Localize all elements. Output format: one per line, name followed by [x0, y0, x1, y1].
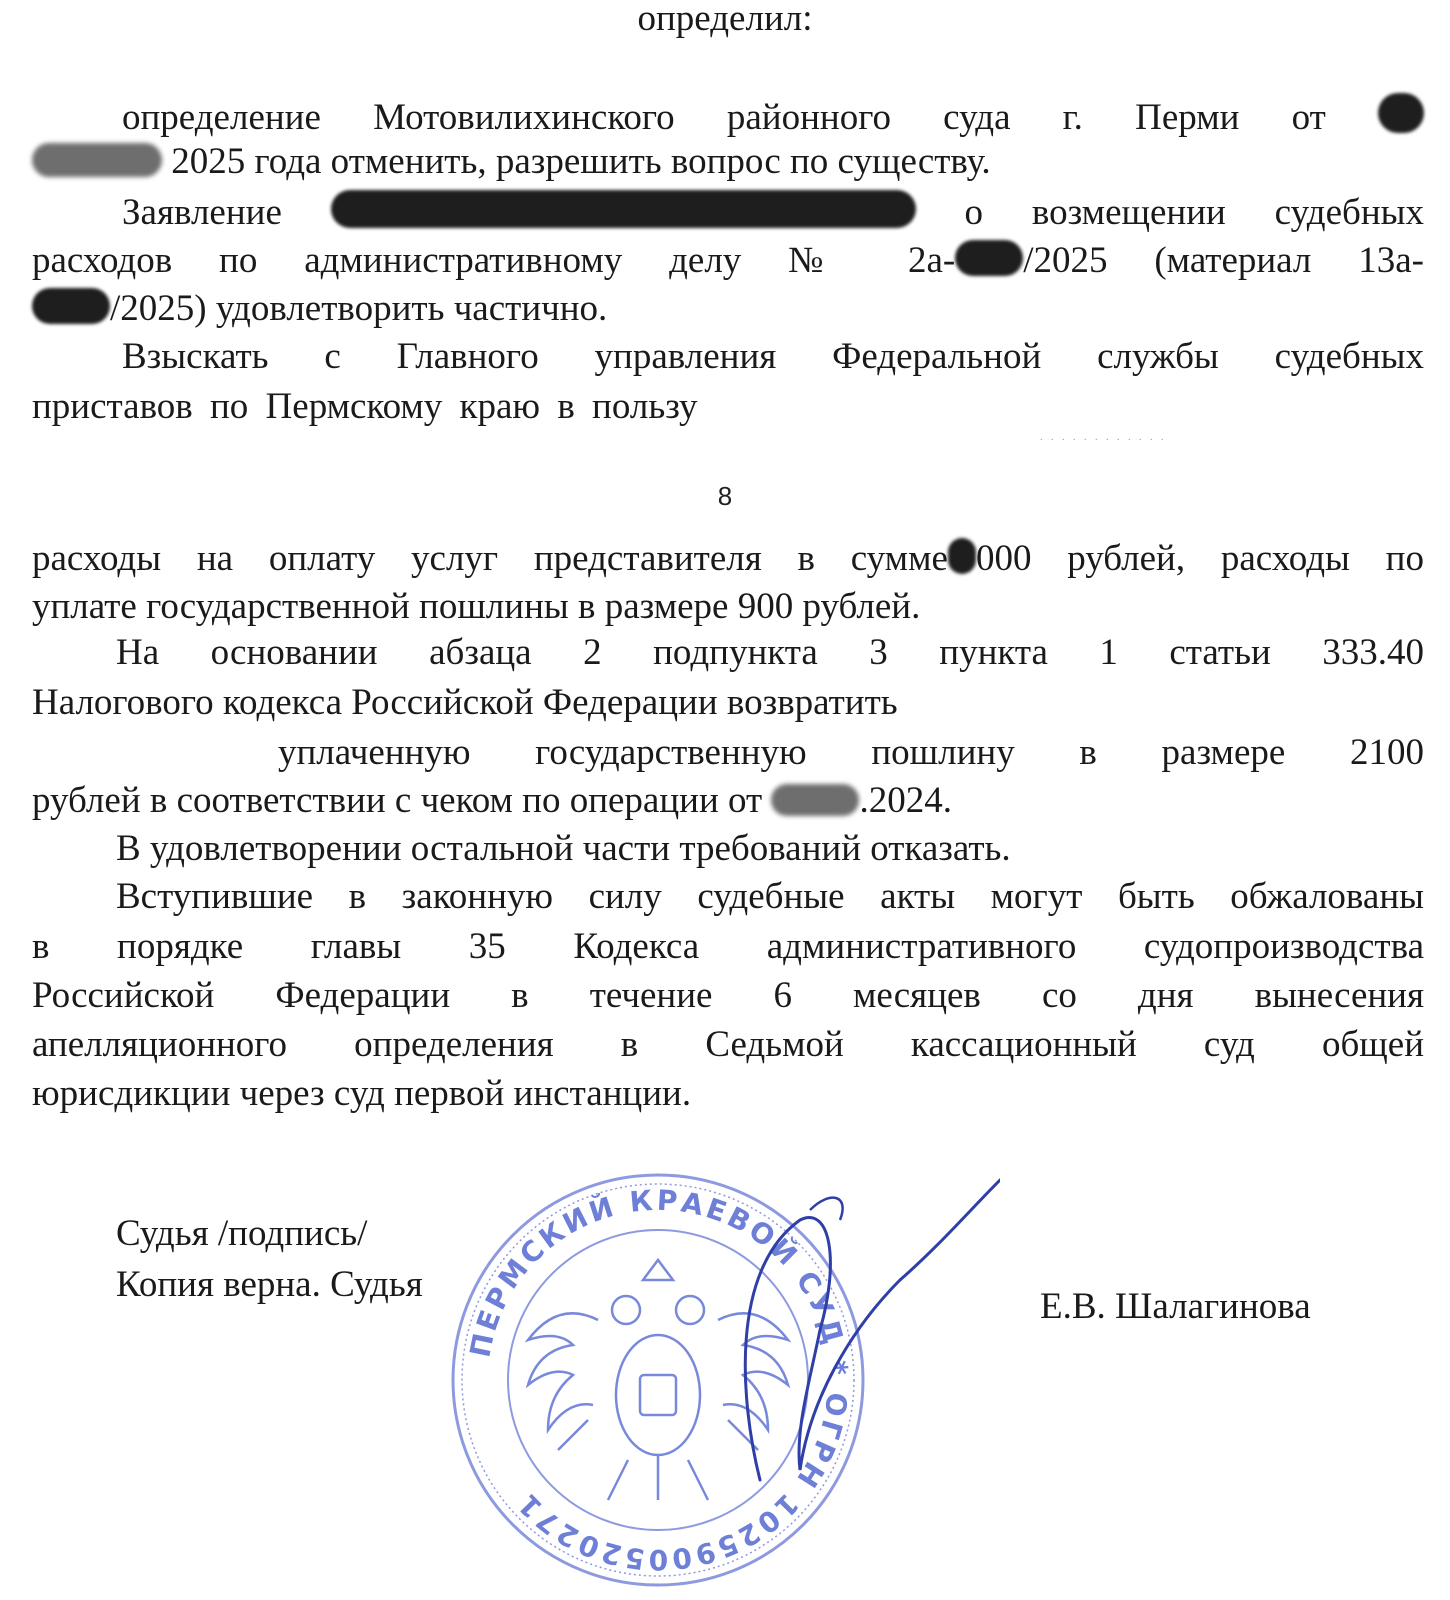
p3-line2 [32, 388, 1424, 425]
p3-line1-text: Взыскать с Главного управления Федеральной службы судебных [122, 336, 1424, 377]
redaction-mark [771, 784, 859, 816]
handwritten-signature [700, 1150, 1000, 1540]
page-number: 8 [717, 481, 733, 511]
p5-line4-text: рублей в соответствии с чеком по операции от [32, 780, 763, 821]
redaction-mark [955, 240, 1023, 276]
p7-line4 [32, 1026, 1424, 1063]
judge-name: Е.В. Шалагинова [1040, 1286, 1311, 1327]
seal-text: ПЕРМСКИЙ КРАЕВОЙ СУД * ОГРН 1025900520271 [463, 1183, 855, 1577]
p2-line1-end: о возмещении судебных [964, 192, 1424, 233]
redaction-mark [32, 143, 162, 177]
p1-line2-text: 2025 года отменить, разрешить вопрос по существу. [171, 141, 991, 182]
scan-artifact: . . . . . . . . . . . . [1040, 432, 1167, 443]
p7-line4-text: апелляционного определения в Седьмой кассационный суд общей [32, 1024, 1424, 1065]
p5-line4-end: .2024. [859, 780, 952, 821]
p4-line1 [32, 538, 1424, 577]
p2-line2 [32, 240, 1424, 279]
p1-line1 [32, 93, 1424, 136]
p7-line5 [32, 1075, 1424, 1112]
p7-line1-text: Вступившие в законную силу судебные акты могут быть обжалованы [116, 876, 1424, 917]
p4-line1-inner: расходы на оплату услуг представителя в сумме 000 рублей, расходы по [32, 538, 1424, 579]
p5-line2 [32, 684, 1424, 721]
p7-line3 [32, 977, 1424, 1014]
p7-line3-text: Российской Федерации в течение 6 месяцев со дня вынесения [32, 975, 1424, 1016]
p3-line1 [32, 338, 1424, 375]
p5-line1 [32, 634, 1424, 671]
p7-line2 [32, 928, 1424, 965]
p6-text: В удовлетворении остальной части требований отказать. [116, 828, 1011, 869]
p2-line1-start: Заявление [122, 192, 282, 233]
p4-line2 [32, 588, 1424, 625]
redaction-mark [1378, 93, 1424, 133]
redaction-mark [948, 538, 976, 574]
p4-line2-text: уплате государственной пошлины в размере 900 рублей. [32, 586, 921, 627]
p2-line1 [32, 190, 1424, 231]
p7-line2-text: в порядке главы 35 Кодекса административного судопроизводства [32, 926, 1424, 967]
judge-signature-label: Судья /подпись/ [116, 1213, 368, 1254]
p5-line3 [32, 734, 1424, 771]
p5-line2-text: Налогового кодекса Российской Федерации возвратить [32, 682, 898, 723]
p1-line1-text: определение Мотовилихинского районного суда г. Перми от [122, 97, 1326, 138]
p5-line3-text: уплаченную государственную пошлину в размере 2100 [278, 732, 1424, 773]
p3-line2-text: приставов по Пермскому краю в пользу [32, 386, 698, 427]
p7-line1 [32, 878, 1424, 915]
copy-verified-label: Копия верна. Судья [116, 1264, 423, 1305]
decision-heading [0, 0, 1450, 37]
p5-line4 [32, 782, 1424, 819]
redaction-mark [32, 288, 110, 324]
p2-line3-text: /2025) удовлетворить частично. [110, 288, 608, 329]
heading-text: определил: [637, 0, 813, 39]
p6-line1 [32, 830, 1450, 867]
redaction-mark [331, 190, 916, 228]
p2-line3 [32, 288, 1424, 327]
p5-line1-text: На основании абзаца 2 подпункта 3 пункта 1 статьи 333.40 [116, 632, 1424, 673]
p7-line5-text: юрисдикции через суд первой инстанции. [32, 1073, 692, 1114]
p1-line2 [32, 143, 1424, 180]
p2-line2-left: расходов по административному делу № 2а- /2025 (материал 13а- [32, 240, 1424, 281]
